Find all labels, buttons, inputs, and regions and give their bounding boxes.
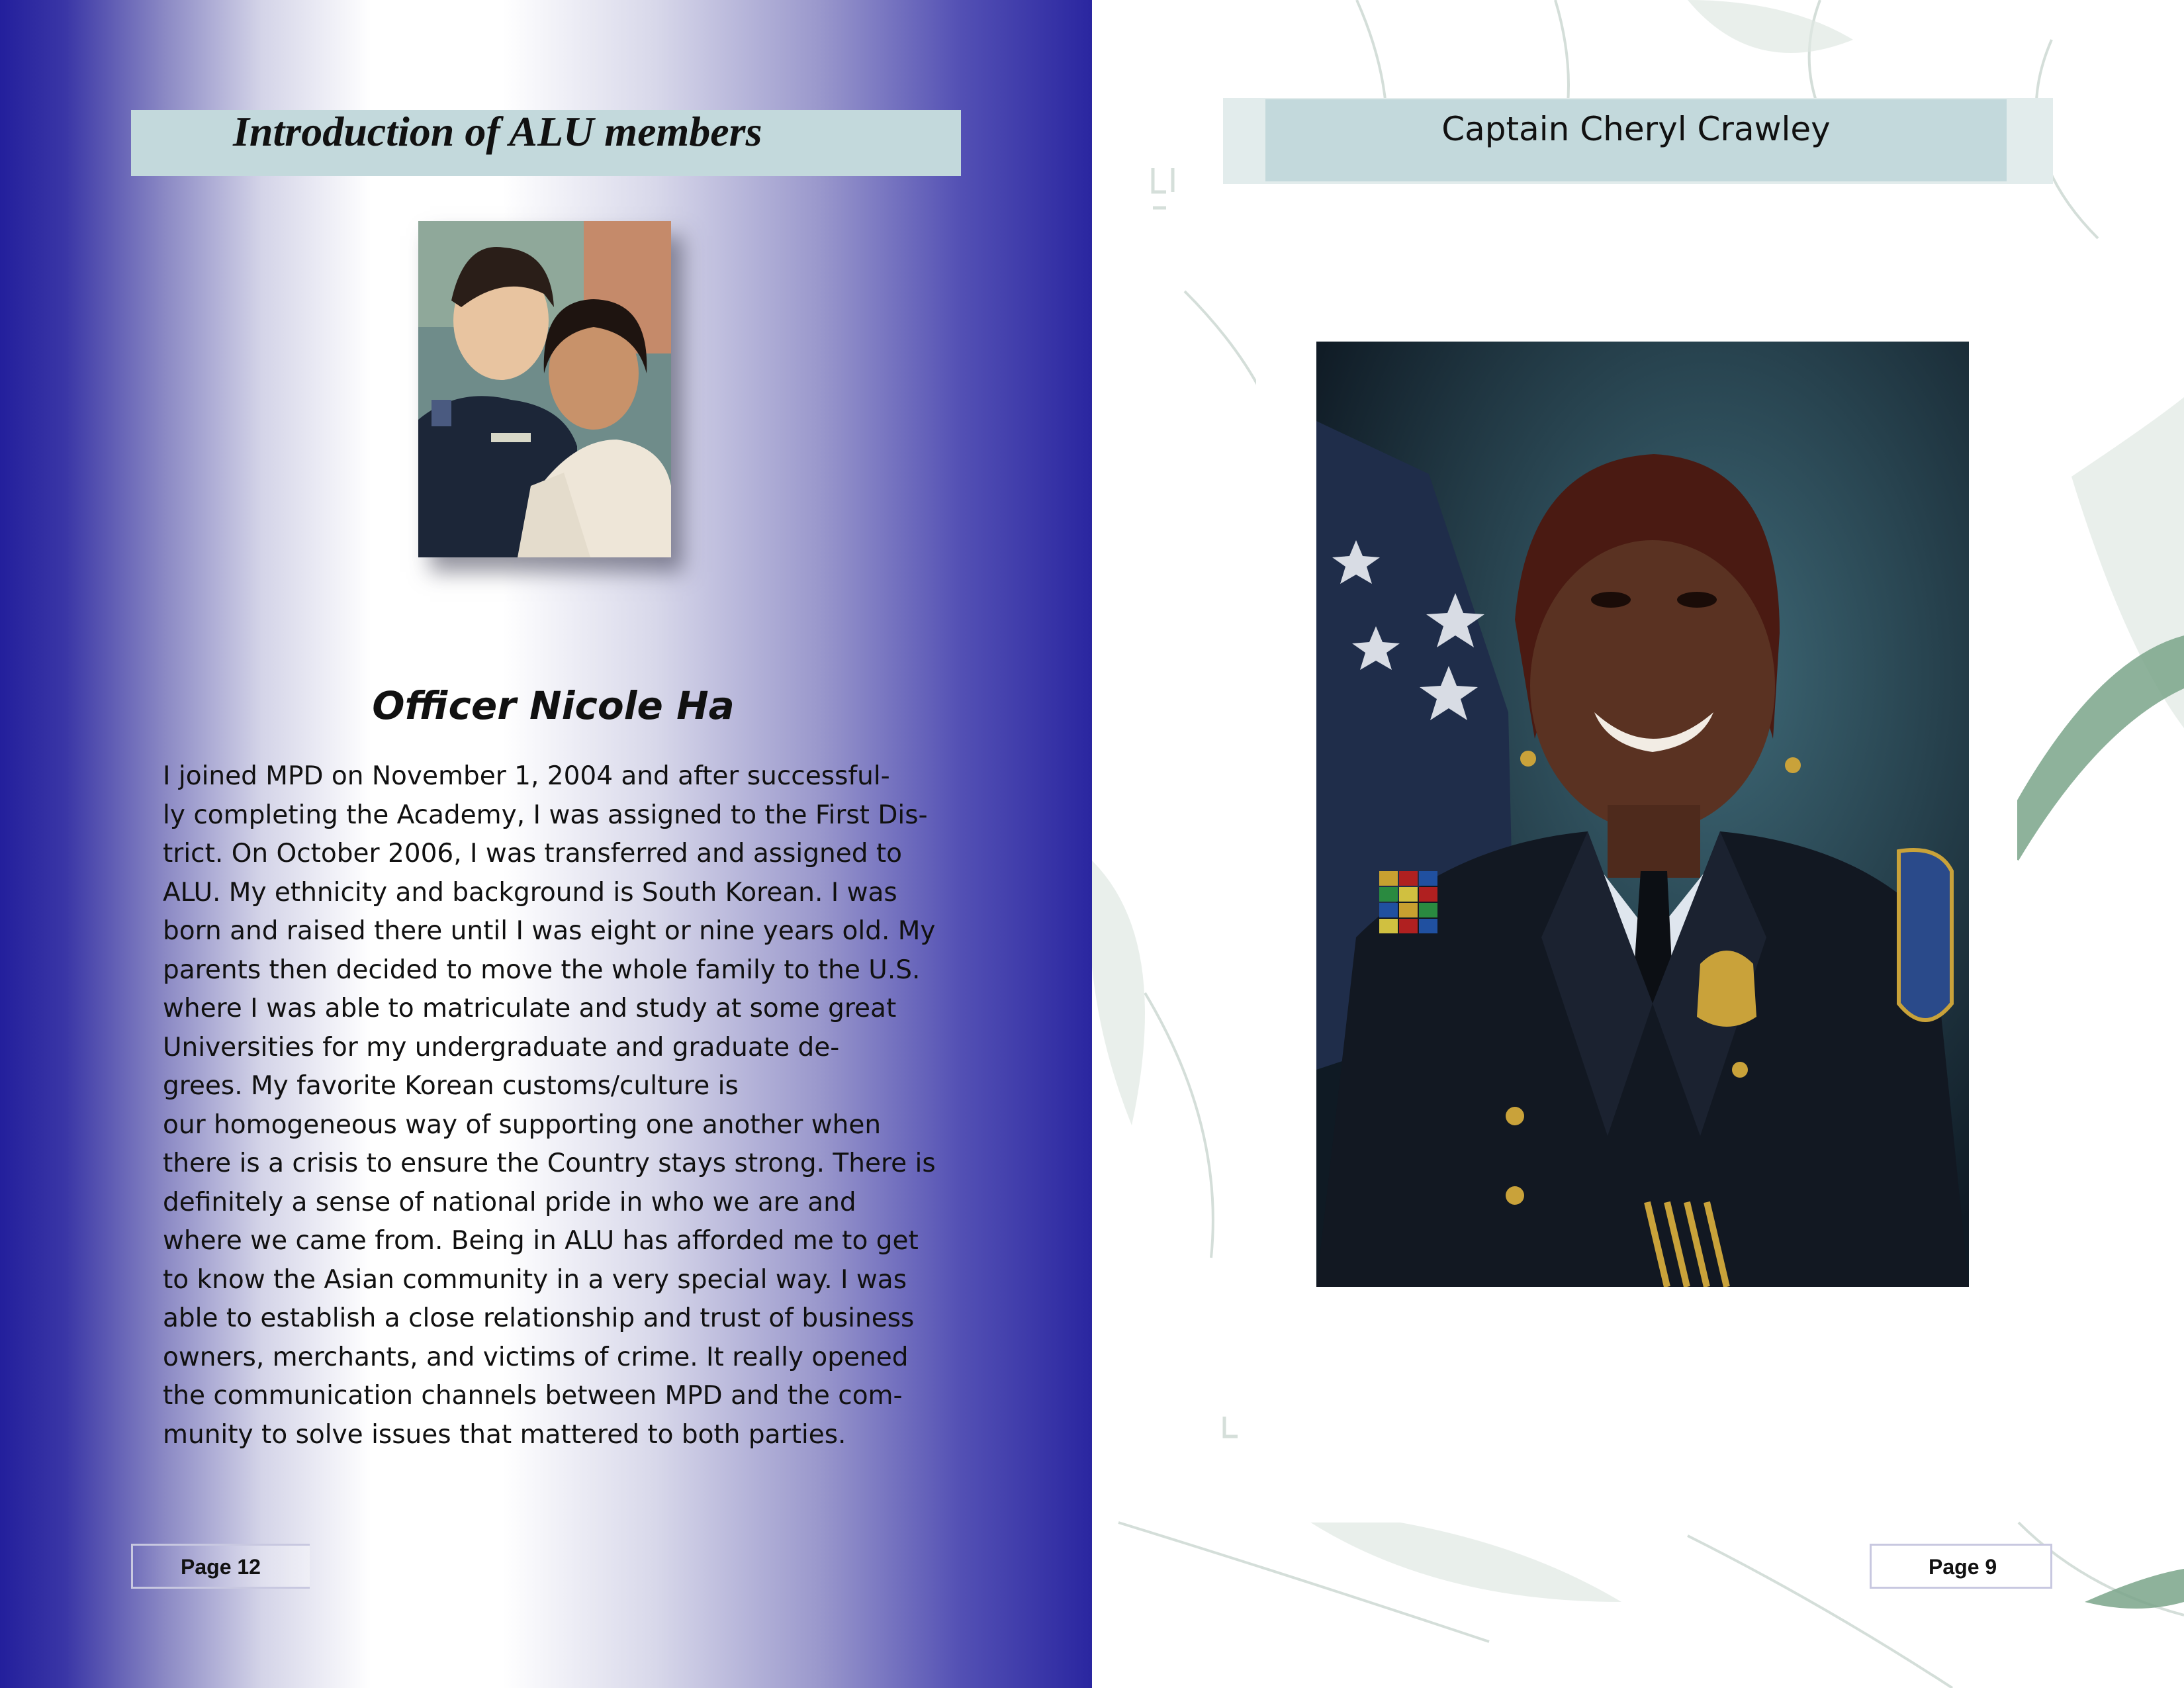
captain-portrait-image [1316,342,1969,1287]
bio-line: trict. On October 2006, I was transferred and assigned to [163,839,903,868]
bio-line: ALU. My ethnicity and background is South Korean. I was [163,877,897,908]
section-title: Introduction of ALU members [233,108,762,155]
bio-line: ly completing the Academy, I was assigned to the First Dis- [163,800,928,830]
bio-line: where we came from. Being in ALU has afforded me to get [163,1226,919,1256]
officer-bio [163,757,944,1454]
captain-portrait [1316,342,1969,1287]
page-number-left [131,1544,310,1589]
bio-line: able to establish a close relationship and trust of business [163,1303,915,1333]
bio-line: grees. My favorite Korean customs/culture is [163,1071,739,1101]
bio-line: there is a crisis to ensure the Country stays strong. There is [163,1149,936,1178]
bio-line: Universities for my undergraduate and graduate de- [163,1032,840,1062]
bio-line: to know the Asian community in a very special way. I was [163,1264,907,1295]
bio-line: born and raised there until I was eight or nine years old. My [163,916,936,946]
page-number-left-label: Page 12 [181,1555,261,1579]
bio-line: our homogeneous way of supporting one another when [163,1109,882,1140]
bio-line: I joined MPD on November 1, 2004 and after successful- [163,761,890,791]
page-number-right [1870,1544,2052,1589]
page-number-right-label: Page 9 [1929,1555,1997,1579]
bio-line: where I was able to matriculate and study at some great [163,994,897,1023]
right-page [1092,0,2184,1688]
officer-photo [418,221,671,557]
officer-photo-image [418,221,671,557]
bio-line: parents then decided to move the whole family to the U.S. [163,955,921,985]
bio-line: the communication channels between MPD and the com- [163,1381,903,1411]
officer-name: Officer Nicole Ha [372,683,735,728]
captain-name: Captain Cheryl Crawley [1441,110,1831,148]
bio-line: owners, merchants, and victims of crime. It really opened [163,1342,909,1372]
bio-line: definitely a sense of national pride in who we are and [163,1187,856,1217]
bio-line: munity to solve issues that mattered to both parties. [163,1419,846,1450]
